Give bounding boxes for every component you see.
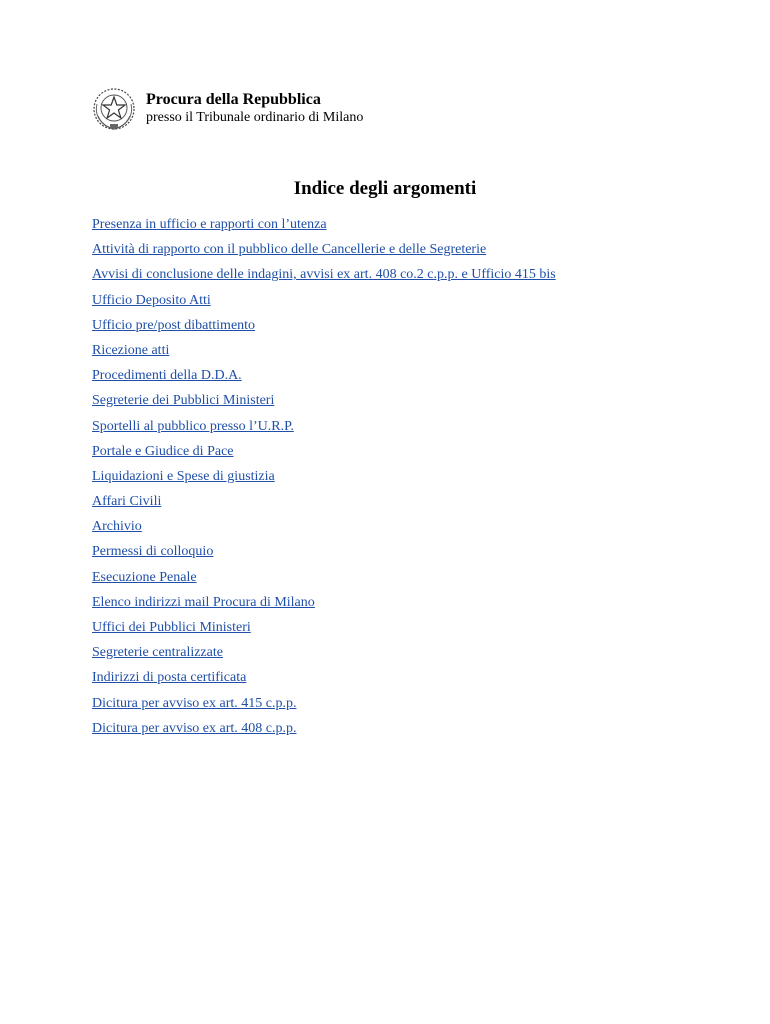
toc-link[interactable]: Uffici dei Pubblici Ministeri (92, 620, 251, 635)
toc-item (92, 692, 556, 717)
toc-link[interactable]: Attività di rapporto con il pubblico delle Cancellerie e delle Segreterie (92, 242, 487, 258)
toc-item (92, 717, 556, 742)
toc-item (92, 666, 556, 691)
toc-item (92, 263, 556, 288)
toc-item (92, 540, 556, 565)
page-title: Indice degli argomenti (293, 178, 477, 199)
toc-link[interactable]: Dicitura per avviso ex art. 408 c.p.p. (92, 720, 297, 736)
toc-link[interactable]: Procedimenti della D.D.A. (92, 368, 242, 384)
toc-link[interactable]: Portale e Giudice di Pace (92, 443, 234, 459)
toc-link[interactable]: Ricezione atti (92, 342, 170, 358)
toc-item (92, 641, 556, 666)
toc-link[interactable]: Segreterie dei Pubblici Ministeri (92, 393, 275, 409)
header-text (146, 86, 363, 126)
toc-item (92, 314, 556, 339)
italian-republic-emblem-icon (92, 86, 136, 132)
document-header (92, 86, 363, 132)
toc-item (92, 339, 556, 364)
toc-item (92, 238, 556, 263)
toc-item (92, 566, 556, 591)
toc-link[interactable]: Archivio (92, 519, 142, 535)
toc-item (92, 415, 556, 440)
organization-subtitle: presso il Tribunale ordinario di Milano (146, 110, 364, 125)
toc-item (92, 213, 556, 238)
toc-link[interactable]: Affari Civili (92, 494, 162, 510)
toc-item (92, 389, 556, 414)
toc-link[interactable]: Avvisi di conclusione delle indagini, avvisi ex art. 408 co.2 c.p.p. e Ufficio 415 bis (92, 267, 556, 283)
table-of-contents (92, 213, 556, 742)
toc-link[interactable]: Ufficio Deposito Atti (92, 292, 211, 308)
toc-link[interactable]: Elenco indirizzi mail Procura di Milano (92, 594, 315, 610)
toc-item (92, 289, 556, 314)
toc-item (92, 591, 556, 616)
toc-link[interactable]: Sportelli al pubblico presso l’U.R.P. (92, 418, 294, 434)
toc-link[interactable]: Segreterie centralizzate (92, 645, 223, 661)
toc-link[interactable]: Dicitura per avviso ex art. 415 c.p.p. (92, 695, 297, 711)
toc-link[interactable]: Presenza in ufficio e rapporti con l’utenza (92, 217, 327, 232)
toc-link[interactable]: Ufficio pre/post dibattimento (92, 317, 256, 333)
toc-link[interactable]: Indirizzi di posta certificata (92, 670, 247, 686)
toc-link[interactable]: Liquidazioni e Spese di giustizia (92, 468, 275, 484)
toc-item (92, 465, 556, 490)
toc-item (92, 515, 556, 540)
toc-item (92, 440, 556, 465)
toc-item (92, 490, 556, 515)
toc-link[interactable]: Esecuzione Penale (92, 569, 197, 585)
toc-link[interactable]: Permessi di colloquio (92, 544, 214, 560)
toc-item (92, 616, 556, 641)
toc-item (92, 364, 556, 389)
organization-name: Procura della Repubblica (146, 91, 321, 108)
